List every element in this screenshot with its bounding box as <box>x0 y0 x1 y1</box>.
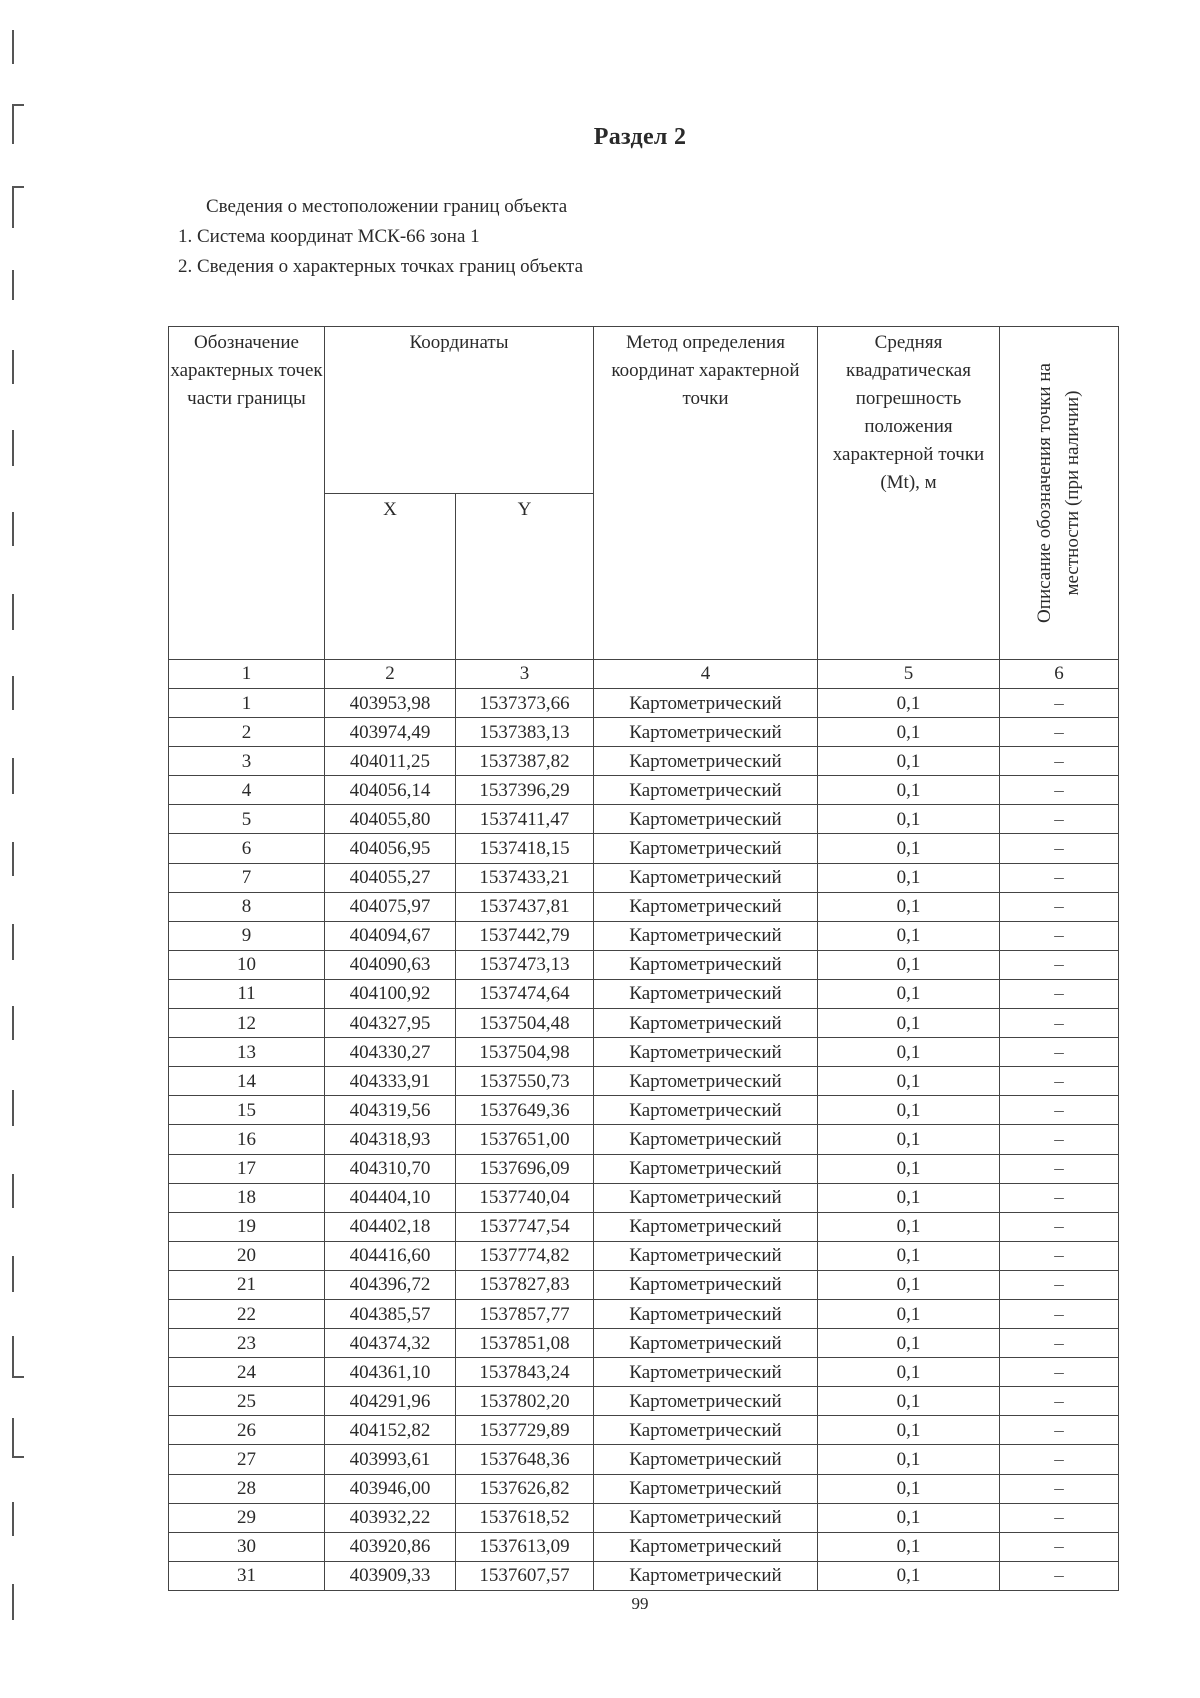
cell-method: Картометрический <box>594 1299 818 1328</box>
cell-description: – <box>1000 1474 1119 1503</box>
cell-mean-square-error: 0,1 <box>818 1416 1000 1445</box>
scan-edge-mark <box>12 1336 24 1378</box>
cell-coord-x: 404330,27 <box>325 1038 456 1067</box>
cell-point-number: 3 <box>169 747 325 776</box>
cell-point-number: 9 <box>169 921 325 950</box>
cell-coord-x: 404318,93 <box>325 1125 456 1154</box>
cell-point-number: 25 <box>169 1387 325 1416</box>
cell-mean-square-error: 0,1 <box>818 1241 1000 1270</box>
cell-method: Картометрический <box>594 1445 818 1474</box>
cell-coord-y: 1537383,13 <box>456 718 594 747</box>
cell-mean-square-error: 0,1 <box>818 1299 1000 1328</box>
table-row <box>169 892 1119 921</box>
table-row <box>169 1270 1119 1299</box>
page-number: 99 <box>631 1594 649 1613</box>
cell-method: Картометрический <box>594 863 818 892</box>
cell-mean-square-error: 0,1 <box>818 1154 1000 1183</box>
column-number: 5 <box>818 660 1000 689</box>
cell-coord-y: 1537843,24 <box>456 1358 594 1387</box>
cell-mean-square-error: 0,1 <box>818 834 1000 863</box>
cell-method: Картометрический <box>594 718 818 747</box>
header-coordinates: Координаты <box>325 327 594 494</box>
cell-description: – <box>1000 1503 1119 1532</box>
cell-coord-x: 404056,14 <box>325 776 456 805</box>
cell-coord-y: 1537437,81 <box>456 892 594 921</box>
cell-point-number: 16 <box>169 1125 325 1154</box>
cell-coord-y: 1537857,77 <box>456 1299 594 1328</box>
cell-mean-square-error: 0,1 <box>818 1096 1000 1125</box>
cell-mean-square-error: 0,1 <box>818 718 1000 747</box>
cell-mean-square-error: 0,1 <box>818 689 1000 718</box>
scan-edge-mark <box>12 1090 14 1126</box>
cell-method: Картометрический <box>594 747 818 776</box>
cell-description: – <box>1000 718 1119 747</box>
cell-coord-x: 404333,91 <box>325 1067 456 1096</box>
cell-point-number: 12 <box>169 1009 325 1038</box>
table-row <box>169 1096 1119 1125</box>
cell-description: – <box>1000 979 1119 1008</box>
cell-coord-x: 403932,22 <box>325 1503 456 1532</box>
header-mean-square-error: Средняя квадратическая погрешность положения характерной точки (Mt), м <box>818 327 1000 660</box>
table-row <box>169 718 1119 747</box>
intro-line: Сведения о местоположении границ объекта <box>206 196 568 217</box>
intro-block <box>178 192 583 282</box>
cell-method: Картометрический <box>594 834 818 863</box>
cell-coord-y: 1537504,48 <box>456 1009 594 1038</box>
cell-coord-y: 1537504,98 <box>456 1038 594 1067</box>
cell-method: Картометрический <box>594 1183 818 1212</box>
header-description-cell <box>1000 327 1119 660</box>
cell-description: – <box>1000 834 1119 863</box>
cell-point-number: 19 <box>169 1212 325 1241</box>
table-row <box>169 805 1119 834</box>
cell-coord-x: 404291,96 <box>325 1387 456 1416</box>
cell-coord-y: 1537411,47 <box>456 805 594 834</box>
cell-coord-x: 404361,10 <box>325 1358 456 1387</box>
column-number: 6 <box>1000 660 1119 689</box>
table-row <box>169 776 1119 805</box>
cell-method: Картометрический <box>594 1212 818 1241</box>
cell-description: – <box>1000 1270 1119 1299</box>
cell-description: – <box>1000 1009 1119 1038</box>
cell-point-number: 24 <box>169 1358 325 1387</box>
cell-point-number: 1 <box>169 689 325 718</box>
cell-method: Картометрический <box>594 1096 818 1125</box>
cell-description: – <box>1000 1067 1119 1096</box>
header-x: X <box>325 494 456 660</box>
cell-point-number: 28 <box>169 1474 325 1503</box>
table-row <box>169 1038 1119 1067</box>
cell-description: – <box>1000 776 1119 805</box>
cell-coord-y: 1537774,82 <box>456 1241 594 1270</box>
scan-edge-mark <box>12 1502 14 1536</box>
cell-method: Картометрический <box>594 1532 818 1561</box>
cell-description: – <box>1000 1096 1119 1125</box>
cell-point-number: 10 <box>169 950 325 979</box>
table-row <box>169 979 1119 1008</box>
cell-coord-x: 403953,98 <box>325 689 456 718</box>
scan-edge-mark <box>12 350 14 384</box>
scan-edge-mark <box>12 924 14 960</box>
cell-point-number: 18 <box>169 1183 325 1212</box>
cell-point-number: 23 <box>169 1329 325 1358</box>
cell-coord-x: 404319,56 <box>325 1096 456 1125</box>
table-row <box>169 1125 1119 1154</box>
cell-coord-y: 1537651,00 <box>456 1125 594 1154</box>
scan-edge-mark <box>12 270 14 300</box>
cell-coord-y: 1537474,64 <box>456 979 594 1008</box>
cell-coord-x: 403946,00 <box>325 1474 456 1503</box>
table-row <box>169 689 1119 718</box>
cell-coord-y: 1537729,89 <box>456 1416 594 1445</box>
cell-description: – <box>1000 1183 1119 1212</box>
scan-edge-mark <box>12 512 14 546</box>
cell-method: Картометрический <box>594 1009 818 1038</box>
cell-coord-x: 404374,32 <box>325 1329 456 1358</box>
cell-mean-square-error: 0,1 <box>818 747 1000 776</box>
cell-coord-y: 1537373,66 <box>456 689 594 718</box>
cell-point-number: 11 <box>169 979 325 1008</box>
cell-mean-square-error: 0,1 <box>818 1532 1000 1561</box>
cell-mean-square-error: 0,1 <box>818 863 1000 892</box>
table-row <box>169 1532 1119 1561</box>
cell-coord-x: 404152,82 <box>325 1416 456 1445</box>
cell-point-number: 13 <box>169 1038 325 1067</box>
section-title: Раздел 2 <box>593 124 687 150</box>
cell-point-number: 6 <box>169 834 325 863</box>
cell-coord-x: 404094,67 <box>325 921 456 950</box>
cell-mean-square-error: 0,1 <box>818 1387 1000 1416</box>
scan-edge-mark <box>12 842 14 876</box>
cell-coord-x: 404056,95 <box>325 834 456 863</box>
cell-mean-square-error: 0,1 <box>818 1503 1000 1532</box>
cell-method: Картометрический <box>594 1387 818 1416</box>
cell-mean-square-error: 0,1 <box>818 1474 1000 1503</box>
header-method: Метод определения координат характерной точки <box>594 327 818 660</box>
cell-point-number: 7 <box>169 863 325 892</box>
cell-coord-x: 404055,27 <box>325 863 456 892</box>
cell-mean-square-error: 0,1 <box>818 1270 1000 1299</box>
cell-coord-x: 403974,49 <box>325 718 456 747</box>
cell-coord-x: 403909,33 <box>325 1561 456 1590</box>
cell-mean-square-error: 0,1 <box>818 1067 1000 1096</box>
cell-method: Картометрический <box>594 1503 818 1532</box>
cell-coord-x: 404327,95 <box>325 1009 456 1038</box>
cell-mean-square-error: 0,1 <box>818 1009 1000 1038</box>
cell-coord-y: 1537396,29 <box>456 776 594 805</box>
cell-description: – <box>1000 1416 1119 1445</box>
scan-edge-mark <box>12 758 14 794</box>
header-description: Описание обозначения точки на местности (при наличии) <box>1034 363 1083 623</box>
cell-coord-y: 1537613,09 <box>456 1532 594 1561</box>
column-number: 4 <box>594 660 818 689</box>
cell-point-number: 20 <box>169 1241 325 1270</box>
cell-point-number: 4 <box>169 776 325 805</box>
cell-mean-square-error: 0,1 <box>818 1358 1000 1387</box>
cell-method: Картометрический <box>594 1474 818 1503</box>
cell-method: Картометрический <box>594 1561 818 1590</box>
cell-description: – <box>1000 747 1119 776</box>
table-row <box>169 1503 1119 1532</box>
table-row <box>169 1154 1119 1183</box>
table-row <box>169 1067 1119 1096</box>
header-point-designation: Обозначение характерных точек части границы <box>169 327 325 660</box>
cell-description: – <box>1000 1329 1119 1358</box>
cell-description: – <box>1000 1358 1119 1387</box>
cell-coord-y: 1537696,09 <box>456 1154 594 1183</box>
cell-mean-square-error: 0,1 <box>818 1445 1000 1474</box>
cell-description: – <box>1000 921 1119 950</box>
cell-point-number: 31 <box>169 1561 325 1590</box>
cell-coord-x: 403993,61 <box>325 1445 456 1474</box>
cell-description: – <box>1000 892 1119 921</box>
cell-coord-x: 404404,10 <box>325 1183 456 1212</box>
cell-method: Картометрический <box>594 1067 818 1096</box>
intro-line: 1. Система координат МСК-66 зона 1 <box>178 226 480 247</box>
table-row <box>169 1212 1119 1241</box>
cell-point-number: 2 <box>169 718 325 747</box>
cell-coord-x: 404100,92 <box>325 979 456 1008</box>
table-row <box>169 1387 1119 1416</box>
cell-description: – <box>1000 689 1119 718</box>
cell-method: Картометрический <box>594 1358 818 1387</box>
cell-mean-square-error: 0,1 <box>818 979 1000 1008</box>
cell-description: – <box>1000 1532 1119 1561</box>
cell-coord-y: 1537802,20 <box>456 1387 594 1416</box>
cell-mean-square-error: 0,1 <box>818 1561 1000 1590</box>
cell-point-number: 21 <box>169 1270 325 1299</box>
cell-coord-x: 404055,80 <box>325 805 456 834</box>
cell-coord-x: 404011,25 <box>325 747 456 776</box>
cell-point-number: 22 <box>169 1299 325 1328</box>
scan-edge-mark <box>12 430 14 466</box>
column-number: 1 <box>169 660 325 689</box>
cell-coord-y: 1537473,13 <box>456 950 594 979</box>
cell-mean-square-error: 0,1 <box>818 921 1000 950</box>
cell-mean-square-error: 0,1 <box>818 1212 1000 1241</box>
table-row <box>169 921 1119 950</box>
table-row <box>169 1299 1119 1328</box>
table-row <box>169 834 1119 863</box>
cell-description: – <box>1000 805 1119 834</box>
cell-coord-y: 1537649,36 <box>456 1096 594 1125</box>
table-row <box>169 1445 1119 1474</box>
cell-point-number: 30 <box>169 1532 325 1561</box>
cell-coord-x: 403920,86 <box>325 1532 456 1561</box>
cell-mean-square-error: 0,1 <box>818 805 1000 834</box>
cell-coord-y: 1537618,52 <box>456 1503 594 1532</box>
table-row <box>169 1416 1119 1445</box>
cell-method: Картометрический <box>594 689 818 718</box>
cell-point-number: 5 <box>169 805 325 834</box>
scan-edge-mark <box>12 594 14 630</box>
cell-point-number: 8 <box>169 892 325 921</box>
cell-coord-y: 1537648,36 <box>456 1445 594 1474</box>
cell-mean-square-error: 0,1 <box>818 892 1000 921</box>
cell-description: – <box>1000 1125 1119 1154</box>
cell-description: – <box>1000 863 1119 892</box>
cell-mean-square-error: 0,1 <box>818 1038 1000 1067</box>
cell-coord-x: 404310,70 <box>325 1154 456 1183</box>
cell-coord-y: 1537607,57 <box>456 1561 594 1590</box>
cell-method: Картометрический <box>594 1270 818 1299</box>
cell-method: Картометрический <box>594 1241 818 1270</box>
cell-method: Картометрический <box>594 1154 818 1183</box>
cell-point-number: 17 <box>169 1154 325 1183</box>
header-y: Y <box>456 494 594 660</box>
scan-edge-mark <box>12 1256 14 1292</box>
cell-method: Картометрический <box>594 950 818 979</box>
table-row <box>169 1474 1119 1503</box>
scan-edge-mark <box>12 1418 24 1458</box>
cell-coord-x: 404385,57 <box>325 1299 456 1328</box>
cell-method: Картометрический <box>594 892 818 921</box>
cell-description: – <box>1000 1299 1119 1328</box>
table-row <box>169 950 1119 979</box>
cell-coord-x: 404075,97 <box>325 892 456 921</box>
cell-method: Картометрический <box>594 1329 818 1358</box>
cell-coord-x: 404090,63 <box>325 950 456 979</box>
cell-coord-y: 1537418,15 <box>456 834 594 863</box>
table-row <box>169 863 1119 892</box>
cell-method: Картометрический <box>594 979 818 1008</box>
cell-mean-square-error: 0,1 <box>818 950 1000 979</box>
cell-coord-y: 1537442,79 <box>456 921 594 950</box>
cell-coord-x: 404416,60 <box>325 1241 456 1270</box>
cell-point-number: 27 <box>169 1445 325 1474</box>
cell-point-number: 26 <box>169 1416 325 1445</box>
cell-mean-square-error: 0,1 <box>818 1183 1000 1212</box>
cell-point-number: 15 <box>169 1096 325 1125</box>
table-row <box>169 1561 1119 1590</box>
table-row <box>169 1183 1119 1212</box>
cell-coord-x: 404396,72 <box>325 1270 456 1299</box>
cell-point-number: 14 <box>169 1067 325 1096</box>
table-row <box>169 1329 1119 1358</box>
cell-coord-y: 1537550,73 <box>456 1067 594 1096</box>
cell-description: – <box>1000 1241 1119 1270</box>
cell-method: Картометрический <box>594 1125 818 1154</box>
cell-description: – <box>1000 1561 1119 1590</box>
cell-description: – <box>1000 950 1119 979</box>
table-row <box>169 1241 1119 1270</box>
scan-edge-mark <box>12 1006 14 1040</box>
characteristic-points-table <box>168 326 1119 1591</box>
cell-description: – <box>1000 1387 1119 1416</box>
cell-point-number: 29 <box>169 1503 325 1532</box>
cell-coord-y: 1537747,54 <box>456 1212 594 1241</box>
scan-edge-mark <box>12 30 14 64</box>
cell-method: Картометрический <box>594 776 818 805</box>
cell-coord-y: 1537626,82 <box>456 1474 594 1503</box>
cell-method: Картометрический <box>594 1416 818 1445</box>
cell-coord-y: 1537387,82 <box>456 747 594 776</box>
cell-method: Картометрический <box>594 1038 818 1067</box>
cell-description: – <box>1000 1445 1119 1474</box>
column-number: 2 <box>325 660 456 689</box>
scan-edge-mark <box>12 676 14 710</box>
cell-coord-y: 1537740,04 <box>456 1183 594 1212</box>
cell-mean-square-error: 0,1 <box>818 1125 1000 1154</box>
column-number-row <box>169 660 1119 689</box>
column-number: 3 <box>456 660 594 689</box>
cell-coord-y: 1537827,83 <box>456 1270 594 1299</box>
cell-coord-x: 404402,18 <box>325 1212 456 1241</box>
cell-description: – <box>1000 1038 1119 1067</box>
table-row <box>169 1358 1119 1387</box>
cell-method: Картометрический <box>594 921 818 950</box>
table-row <box>169 747 1119 776</box>
cell-method: Картометрический <box>594 805 818 834</box>
scan-edge-mark <box>12 186 24 228</box>
cell-mean-square-error: 0,1 <box>818 776 1000 805</box>
cell-description: – <box>1000 1154 1119 1183</box>
scan-edge-mark <box>12 1174 14 1208</box>
cell-mean-square-error: 0,1 <box>818 1329 1000 1358</box>
cell-coord-y: 1537433,21 <box>456 863 594 892</box>
intro-line: 2. Сведения о характерных точках границ объекта <box>178 256 584 277</box>
cell-description: – <box>1000 1212 1119 1241</box>
cell-coord-y: 1537851,08 <box>456 1329 594 1358</box>
table-row <box>169 1009 1119 1038</box>
